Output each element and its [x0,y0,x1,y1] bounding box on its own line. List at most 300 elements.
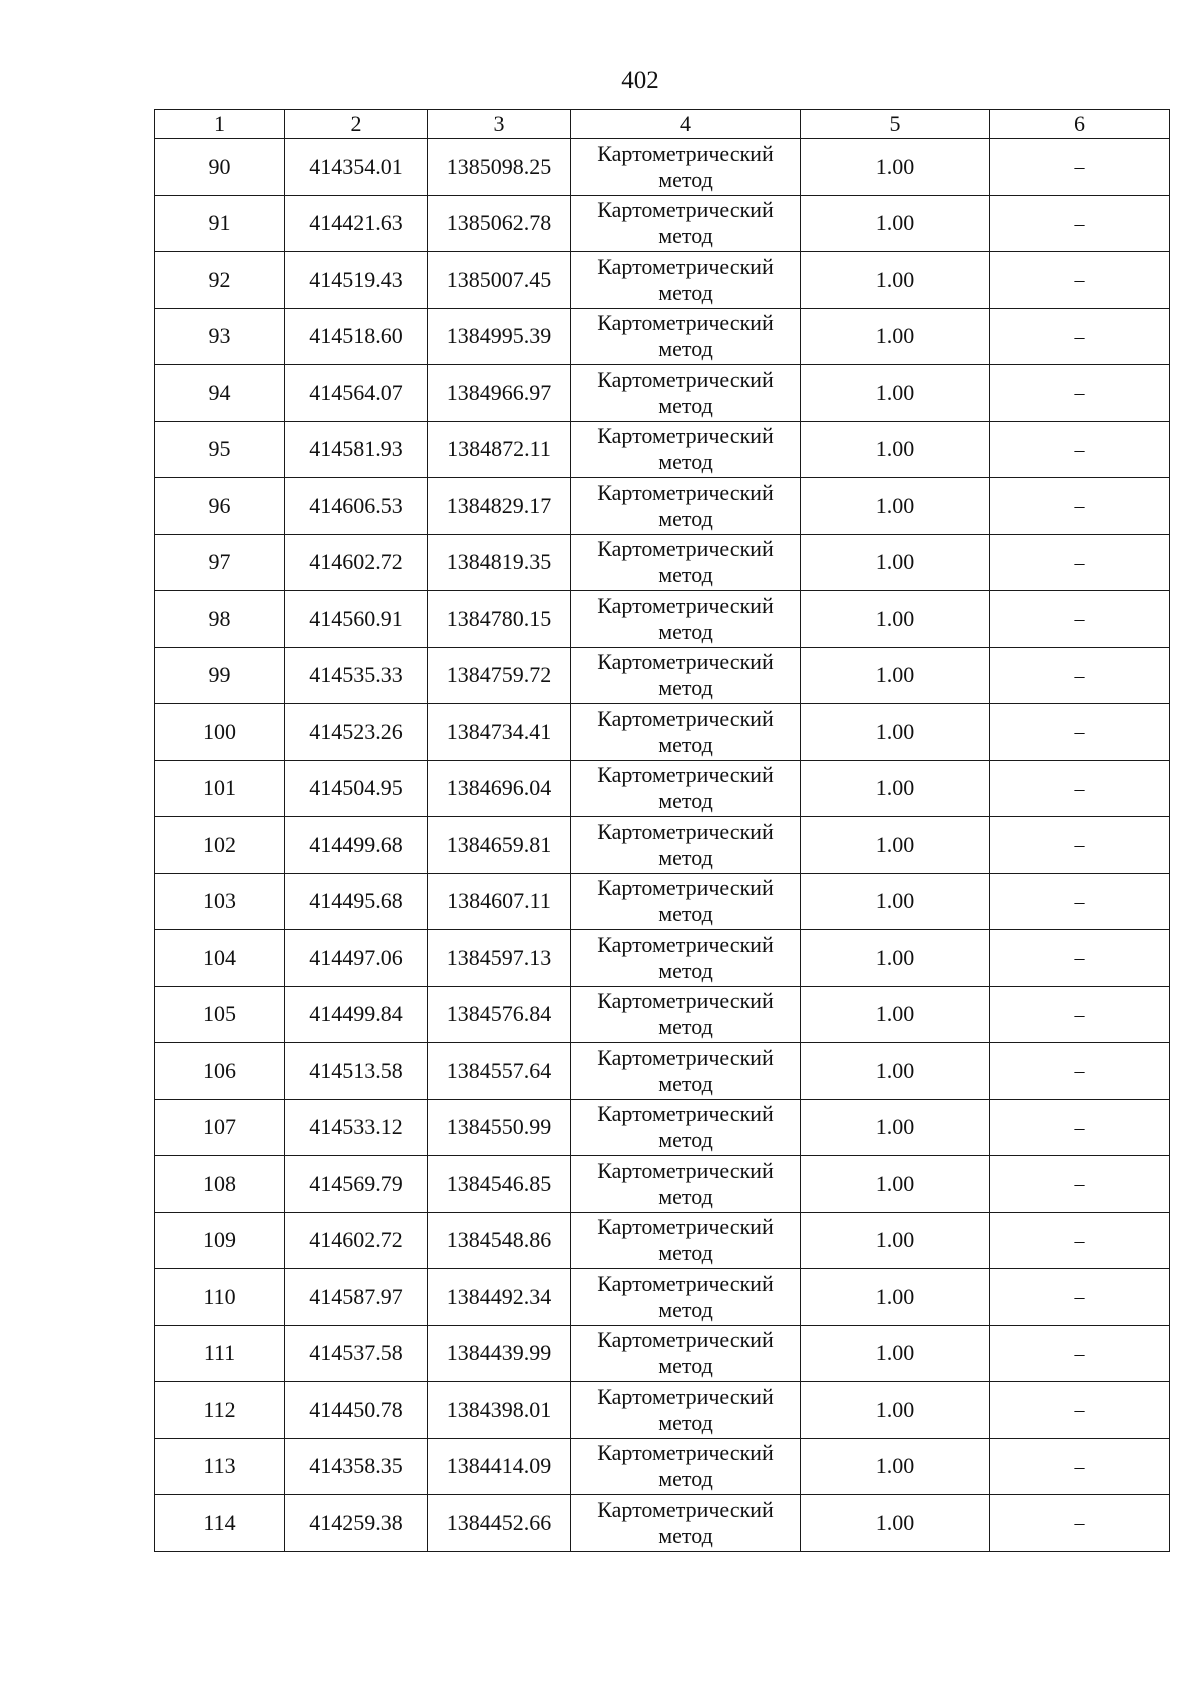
point-number-cell [155,478,285,535]
accuracy-cell [801,704,990,761]
y-coordinate-cell [428,534,571,591]
x-coordinate-cell-text: 414537.58 [309,1340,403,1366]
table-row [155,817,1170,874]
accuracy-cell [801,1043,990,1100]
x-coordinate-cell-text: 414497.06 [309,944,403,970]
y-coordinate-cell-text: 1384414.09 [446,1453,552,1479]
note-cell [990,478,1170,535]
method-cell [571,252,801,309]
method-cell [571,986,801,1043]
point-number-cell [155,986,285,1043]
y-coordinate-cell-text: 1384780.15 [446,605,552,631]
header-cell-4: 4 [571,110,801,139]
note-cell [990,421,1170,478]
table-row [155,421,1170,478]
x-coordinate-cell-text: 414358.35 [309,1453,403,1479]
note-cell-text: – [1074,269,1085,292]
y-coordinate-cell-text: 1384872.11 [447,436,551,462]
y-coordinate-cell-text: 1384966.97 [446,379,552,405]
table-row [155,760,1170,817]
method-cell-text: Картометрический метод [597,988,774,1040]
accuracy-cell [801,365,990,422]
note-cell-text: – [1074,1173,1085,1196]
table-row [155,930,1170,987]
accuracy-cell [801,1382,990,1439]
table-row [155,1269,1170,1326]
x-coordinate-cell [285,1495,428,1552]
accuracy-cell-text: 1.00 [875,492,915,518]
point-number-cell [155,252,285,309]
note-cell-text: – [1074,777,1085,800]
x-coordinate-cell-text: 414519.43 [309,266,403,292]
y-coordinate-cell [428,817,571,874]
accuracy-cell-text: 1.00 [875,1396,915,1422]
y-coordinate-cell-text: 1384452.66 [446,1509,552,1535]
method-cell-text: Картометрический метод [597,875,774,927]
accuracy-cell [801,647,990,704]
note-cell-text: – [1074,834,1085,857]
method-cell [571,308,801,365]
x-coordinate-cell [285,195,428,252]
accuracy-cell [801,308,990,365]
point-number-cell [155,1212,285,1269]
x-coordinate-cell-text: 414495.68 [309,888,403,914]
point-number-cell [155,930,285,987]
note-cell-text: – [1074,156,1085,179]
method-cell-text: Картометрический метод [597,1327,774,1379]
y-coordinate-cell [428,591,571,648]
point-number-cell-text: 100 [203,718,236,744]
method-cell [571,421,801,478]
table-row [155,873,1170,930]
accuracy-cell [801,139,990,196]
x-coordinate-cell-text: 414581.93 [309,436,403,462]
point-number-cell-text: 92 [208,266,231,292]
x-coordinate-cell [285,365,428,422]
note-cell-text: – [1074,721,1085,744]
method-cell-text: Картометрический метод [597,140,774,192]
point-number-cell-text: 105 [203,1001,236,1027]
x-coordinate-cell-text: 414533.12 [309,1114,403,1140]
y-coordinate-cell-text: 1384759.72 [446,662,552,688]
accuracy-cell-text: 1.00 [875,1227,915,1253]
x-coordinate-cell [285,1438,428,1495]
method-cell [571,1099,801,1156]
x-coordinate-cell [285,873,428,930]
x-coordinate-cell [285,139,428,196]
accuracy-cell-text: 1.00 [875,944,915,970]
x-coordinate-cell [285,252,428,309]
x-coordinate-cell [285,1043,428,1100]
point-number-cell-text: 108 [203,1170,236,1196]
note-cell [990,139,1170,196]
y-coordinate-cell-text: 1384597.13 [446,944,552,970]
point-number-cell [155,139,285,196]
point-number-cell [155,534,285,591]
y-coordinate-cell [428,1438,571,1495]
y-coordinate-cell [428,421,571,478]
point-number-cell-text: 90 [208,153,231,179]
note-cell [990,986,1170,1043]
note-cell-text: – [1074,1512,1085,1535]
point-number-cell-text: 107 [203,1114,236,1140]
method-cell-text: Картометрический метод [597,705,774,757]
header-cell-3: 3 [428,110,571,139]
method-cell [571,1325,801,1382]
x-coordinate-cell-text: 414504.95 [309,775,403,801]
y-coordinate-cell-text: 1384492.34 [446,1283,552,1309]
accuracy-cell-text: 1.00 [875,775,915,801]
y-coordinate-cell-text: 1384659.81 [446,831,552,857]
method-cell [571,365,801,422]
x-coordinate-cell [285,534,428,591]
table-row [155,1438,1170,1495]
table-row [155,139,1170,196]
method-cell-text: Картометрический метод [597,253,774,305]
point-number-cell [155,1099,285,1156]
method-cell [571,873,801,930]
table-row [155,1212,1170,1269]
method-cell-text: Картометрический метод [597,1101,774,1153]
table-row [155,1043,1170,1100]
x-coordinate-cell-text: 414499.84 [309,1001,403,1027]
table-row [155,1495,1170,1552]
note-cell [990,1269,1170,1326]
note-cell [990,704,1170,761]
accuracy-cell-text: 1.00 [875,1509,915,1535]
point-number-cell-text: 98 [208,605,231,631]
accuracy-cell [801,591,990,648]
accuracy-cell [801,1269,990,1326]
point-number-cell [155,1269,285,1326]
y-coordinate-cell [428,704,571,761]
note-cell [990,195,1170,252]
y-coordinate-cell [428,1043,571,1100]
y-coordinate-cell-text: 1384696.04 [446,775,552,801]
y-coordinate-cell [428,1212,571,1269]
point-number-cell [155,1495,285,1552]
y-coordinate-cell-text: 1384546.85 [446,1170,552,1196]
table-row [155,365,1170,422]
note-cell [990,365,1170,422]
point-number-cell [155,308,285,365]
note-cell [990,1156,1170,1213]
method-cell-text: Картометрический метод [597,536,774,588]
method-cell [571,591,801,648]
note-cell [990,1438,1170,1495]
method-cell-text: Картометрический метод [597,1440,774,1492]
note-cell [990,817,1170,874]
point-number-cell-text: 93 [208,323,231,349]
note-cell-text: – [1074,1455,1085,1478]
accuracy-cell [801,760,990,817]
method-cell [571,647,801,704]
point-number-cell [155,817,285,874]
x-coordinate-cell [285,704,428,761]
accuracy-cell [801,986,990,1043]
x-coordinate-cell [285,1325,428,1382]
y-coordinate-cell-text: 1384548.86 [446,1227,552,1253]
note-cell-text: – [1074,1003,1085,1026]
accuracy-cell-text: 1.00 [875,1283,915,1309]
method-cell [571,195,801,252]
y-coordinate-cell [428,760,571,817]
x-coordinate-cell [285,1269,428,1326]
header-cell-6: 6 [990,110,1170,139]
table-row [155,1156,1170,1213]
x-coordinate-cell [285,1156,428,1213]
point-number-cell [155,591,285,648]
x-coordinate-cell-text: 414606.53 [309,492,403,518]
accuracy-cell-text: 1.00 [875,1001,915,1027]
point-number-cell [155,1382,285,1439]
accuracy-cell-text: 1.00 [875,1453,915,1479]
point-number-cell [155,365,285,422]
point-number-cell-text: 104 [203,944,236,970]
accuracy-cell [801,252,990,309]
note-cell [990,1382,1170,1439]
y-coordinate-cell [428,647,571,704]
note-cell [990,252,1170,309]
method-cell [571,1438,801,1495]
point-number-cell-text: 97 [208,549,231,575]
note-cell-text: – [1074,1116,1085,1139]
x-coordinate-cell-text: 414602.72 [309,549,403,575]
point-number-cell-text: 101 [203,775,236,801]
coordinates-table [154,109,1170,1552]
y-coordinate-cell-text: 1385007.45 [446,266,552,292]
point-number-cell [155,1043,285,1100]
accuracy-cell [801,1099,990,1156]
point-number-cell [155,421,285,478]
method-cell-text: Картометрический метод [597,649,774,701]
point-number-cell-text: 111 [203,1340,236,1366]
table-row [155,1382,1170,1439]
y-coordinate-cell [428,252,571,309]
x-coordinate-cell [285,478,428,535]
accuracy-cell [801,1212,990,1269]
accuracy-cell [801,534,990,591]
point-number-cell-text: 110 [203,1283,236,1309]
accuracy-cell [801,421,990,478]
method-cell [571,1043,801,1100]
method-cell-text: Картометрический метод [597,423,774,475]
header-cell-2: 2 [285,110,428,139]
accuracy-cell [801,478,990,535]
note-cell-text: – [1074,382,1085,405]
accuracy-cell-text: 1.00 [875,1340,915,1366]
x-coordinate-cell-text: 414354.01 [309,153,403,179]
point-number-cell [155,1156,285,1213]
method-cell-text: Картометрический метод [597,1157,774,1209]
note-cell-text: – [1074,1342,1085,1365]
table-row [155,195,1170,252]
y-coordinate-cell [428,365,571,422]
x-coordinate-cell [285,308,428,365]
accuracy-cell-text: 1.00 [875,549,915,575]
note-cell-text: – [1074,664,1085,687]
point-number-cell-text: 109 [203,1227,236,1253]
note-cell [990,930,1170,987]
accuracy-cell-text: 1.00 [875,266,915,292]
y-coordinate-cell-text: 1384550.99 [446,1114,552,1140]
x-coordinate-cell-text: 414499.68 [309,831,403,857]
x-coordinate-cell-text: 414602.72 [309,1227,403,1253]
accuracy-cell-text: 1.00 [875,153,915,179]
method-cell [571,704,801,761]
note-cell [990,534,1170,591]
point-number-cell [155,1438,285,1495]
accuracy-cell-text: 1.00 [875,662,915,688]
accuracy-cell-text: 1.00 [875,1170,915,1196]
y-coordinate-cell [428,478,571,535]
y-coordinate-cell [428,1325,571,1382]
method-cell [571,1269,801,1326]
point-number-cell-text: 112 [203,1396,236,1422]
method-cell [571,817,801,874]
note-cell [990,760,1170,817]
accuracy-cell-text: 1.00 [875,379,915,405]
note-cell [990,647,1170,704]
y-coordinate-cell-text: 1384557.64 [446,1057,552,1083]
x-coordinate-cell [285,1212,428,1269]
table-row [155,478,1170,535]
note-cell-text: – [1074,1399,1085,1422]
method-cell-text: Картометрический метод [597,931,774,983]
table-row [155,591,1170,648]
note-cell-text: – [1074,1286,1085,1309]
note-cell-text: – [1074,1229,1085,1252]
accuracy-cell [801,873,990,930]
note-cell [990,1099,1170,1156]
x-coordinate-cell-text: 414564.07 [309,379,403,405]
method-cell [571,1156,801,1213]
y-coordinate-cell [428,986,571,1043]
point-number-cell [155,195,285,252]
y-coordinate-cell [428,1156,571,1213]
note-cell-text: – [1074,438,1085,461]
table-body [155,110,1170,1552]
method-cell-text: Картометрический метод [597,818,774,870]
accuracy-cell-text: 1.00 [875,210,915,236]
accuracy-cell-text: 1.00 [875,436,915,462]
x-coordinate-cell [285,930,428,987]
accuracy-cell-text: 1.00 [875,323,915,349]
x-coordinate-cell-text: 414259.38 [309,1509,403,1535]
point-number-cell-text: 113 [203,1453,236,1479]
method-cell [571,1495,801,1552]
note-cell [990,591,1170,648]
method-cell-text: Картометрический метод [597,479,774,531]
y-coordinate-cell [428,139,571,196]
accuracy-cell-text: 1.00 [875,718,915,744]
method-cell-text: Картометрический метод [597,1383,774,1435]
method-cell-text: Картометрический метод [597,197,774,249]
accuracy-cell [801,817,990,874]
y-coordinate-cell [428,1099,571,1156]
point-number-cell [155,1325,285,1382]
accuracy-cell [801,195,990,252]
point-number-cell-text: 96 [208,492,231,518]
method-cell-text: Картометрический метод [597,310,774,362]
x-coordinate-cell [285,647,428,704]
x-coordinate-cell-text: 414518.60 [309,323,403,349]
point-number-cell [155,704,285,761]
y-coordinate-cell [428,1382,571,1439]
note-cell-text: – [1074,212,1085,235]
accuracy-cell [801,1438,990,1495]
note-cell-text: – [1074,551,1085,574]
x-coordinate-cell [285,1099,428,1156]
method-cell-text: Картометрический метод [597,1214,774,1266]
page-number: 402 [621,67,659,94]
method-cell [571,1212,801,1269]
method-cell [571,760,801,817]
point-number-cell-text: 106 [203,1057,236,1083]
y-coordinate-cell-text: 1384398.01 [446,1396,552,1422]
method-cell-text: Картометрический метод [597,1044,774,1096]
y-coordinate-cell [428,873,571,930]
y-coordinate-cell-text: 1384734.41 [446,718,552,744]
y-coordinate-cell [428,1269,571,1326]
note-cell-text: – [1074,1060,1085,1083]
note-cell [990,873,1170,930]
x-coordinate-cell-text: 414513.58 [309,1057,403,1083]
y-coordinate-cell-text: 1385098.25 [446,153,552,179]
accuracy-cell [801,930,990,987]
method-cell [571,930,801,987]
y-coordinate-cell [428,930,571,987]
table-row [155,647,1170,704]
method-cell-text: Картометрический метод [597,1496,774,1548]
point-number-cell-text: 95 [208,436,231,462]
method-cell [571,1382,801,1439]
header-cell-5: 5 [801,110,990,139]
x-coordinate-cell [285,817,428,874]
x-coordinate-cell-text: 414569.79 [309,1170,403,1196]
x-coordinate-cell-text: 414523.26 [309,718,403,744]
method-cell-text: Картометрический метод [597,592,774,644]
point-number-cell-text: 91 [208,210,231,236]
accuracy-cell-text: 1.00 [875,1057,915,1083]
point-number-cell-text: 94 [208,379,231,405]
y-coordinate-cell-text: 1384607.11 [447,888,551,914]
y-coordinate-cell-text: 1384439.99 [446,1340,552,1366]
point-number-cell-text: 102 [203,831,236,857]
x-coordinate-cell-text: 414421.63 [309,210,403,236]
table-row [155,986,1170,1043]
x-coordinate-cell-text: 414450.78 [309,1396,403,1422]
point-number-cell-text: 114 [203,1509,236,1535]
y-coordinate-cell-text: 1384995.39 [446,323,552,349]
accuracy-cell [801,1325,990,1382]
method-cell [571,534,801,591]
y-coordinate-cell-text: 1384829.17 [446,492,552,518]
table-row [155,1325,1170,1382]
y-coordinate-cell-text: 1385062.78 [446,210,552,236]
point-number-cell [155,647,285,704]
x-coordinate-cell [285,421,428,478]
method-cell [571,139,801,196]
x-coordinate-cell [285,760,428,817]
x-coordinate-cell-text: 414560.91 [309,605,403,631]
table-row [155,534,1170,591]
x-coordinate-cell-text: 414535.33 [309,662,403,688]
method-cell-text: Картометрический метод [597,366,774,418]
note-cell-text: – [1074,947,1085,970]
header-cell-1: 1 [155,110,285,139]
y-coordinate-cell [428,308,571,365]
